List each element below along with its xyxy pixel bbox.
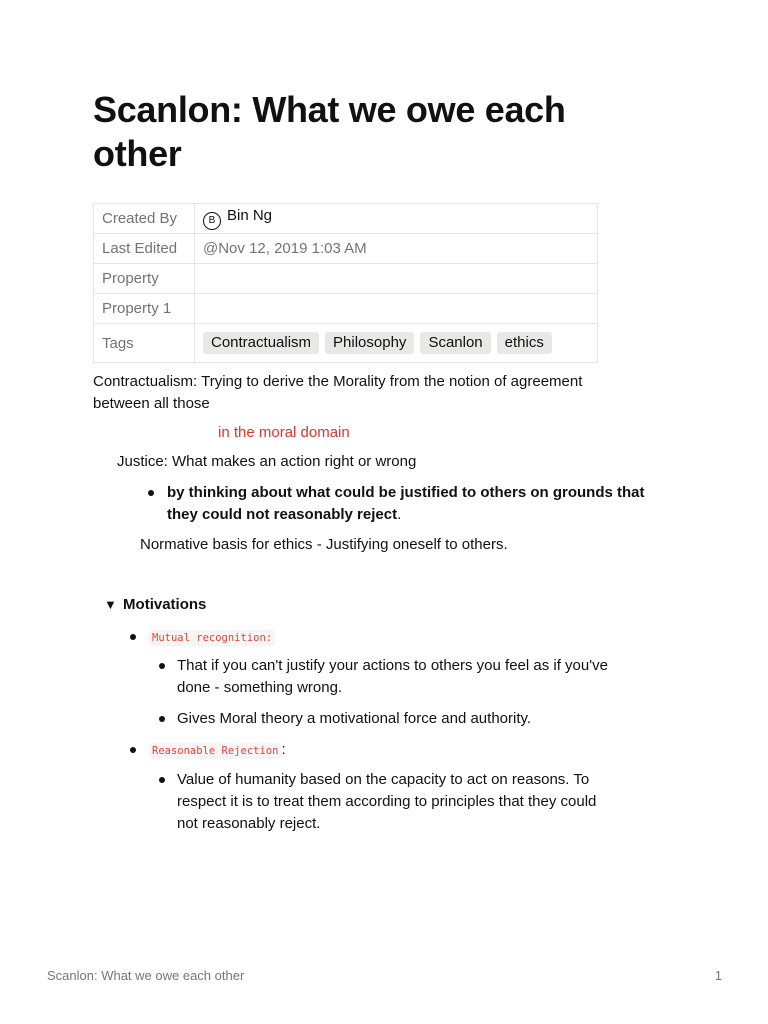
- reasonable-rejection-item: [149, 739, 286, 762]
- tag[interactable]: ethics: [497, 332, 552, 354]
- justified-bold: they could not reasonably reject: [167, 506, 398, 523]
- mutual-sub1-line-2: done - something wrong.: [177, 679, 343, 696]
- tag[interactable]: Contractualism: [203, 332, 319, 354]
- last-edited-value: @Nov 12, 2019 1:03 AM: [195, 234, 598, 264]
- bullet: [159, 716, 165, 722]
- avatar: B: [203, 212, 221, 230]
- justified-line-1: by thinking about what could be justified to others on grounds that: [167, 484, 645, 501]
- bullet: [130, 747, 136, 753]
- bullet: [159, 663, 165, 669]
- page-title: Scanlon: What we owe each other: [93, 89, 566, 174]
- tag[interactable]: Philosophy: [325, 332, 414, 354]
- tag[interactable]: Scanlon: [420, 332, 490, 354]
- mutual-recognition-item: [149, 626, 275, 649]
- triangle-down-icon: ▼: [104, 597, 117, 612]
- mutual-sub2: Gives Moral theory a motivational force and authority.: [177, 710, 532, 727]
- intro-line-1: Contractualism: Trying to derive the Morality from the notion of agreement: [93, 373, 583, 390]
- property-row-property: [94, 264, 598, 294]
- property-label: Created By: [94, 204, 195, 234]
- property-value-empty[interactable]: [195, 294, 598, 324]
- reasonable-rejection-code: Reasonable Rejection: [149, 743, 281, 759]
- created-by-name[interactable]: Bin Ng: [227, 207, 273, 224]
- bullet: [130, 634, 136, 640]
- property-value-empty[interactable]: [195, 264, 598, 294]
- reasonable-sub-line-1: Value of humanity based on the capacity to act on reasons. To: [177, 771, 590, 788]
- justified-line-2: [167, 504, 401, 526]
- justice-text: Justice: What makes an action right or wrong: [117, 453, 417, 470]
- reasonable-sub-line-3: not reasonably reject.: [177, 815, 321, 832]
- property-row-property-1: [94, 294, 598, 324]
- reasonable-sub-line-2: respect it is to treat them according to principles that they could: [177, 793, 597, 810]
- bullet: [148, 490, 154, 496]
- property-label: Tags: [94, 324, 195, 363]
- page-number: 1: [714, 968, 722, 983]
- properties-table: [93, 203, 598, 363]
- property-label: Property 1: [94, 294, 195, 324]
- property-value: [195, 204, 598, 234]
- property-row-last-edited: [94, 234, 598, 264]
- intro-line-2: between all those: [93, 395, 210, 412]
- property-label: Last Edited: [94, 234, 195, 264]
- reasonable-colon: :: [281, 741, 286, 758]
- mutual-recognition-code: Mutual recognition:: [149, 630, 275, 646]
- bullet: [159, 777, 165, 783]
- property-label: Property: [94, 264, 195, 294]
- footer-title: Scanlon: What we owe each other: [47, 968, 245, 983]
- property-row-created-by: [94, 204, 598, 234]
- motivations-heading: Motivations: [123, 596, 207, 613]
- justified-period: .: [397, 506, 402, 523]
- property-row-tags: [94, 324, 598, 363]
- motivations-toggle[interactable]: [104, 594, 206, 616]
- tags-list: [195, 324, 598, 363]
- moral-domain-text: in the moral domain: [218, 424, 350, 441]
- normative-text: Normative basis for ethics - Justifying oneself to others.: [140, 536, 508, 553]
- mutual-sub1-line-1: That if you can't justify your actions to others you feel as if you've: [177, 657, 608, 674]
